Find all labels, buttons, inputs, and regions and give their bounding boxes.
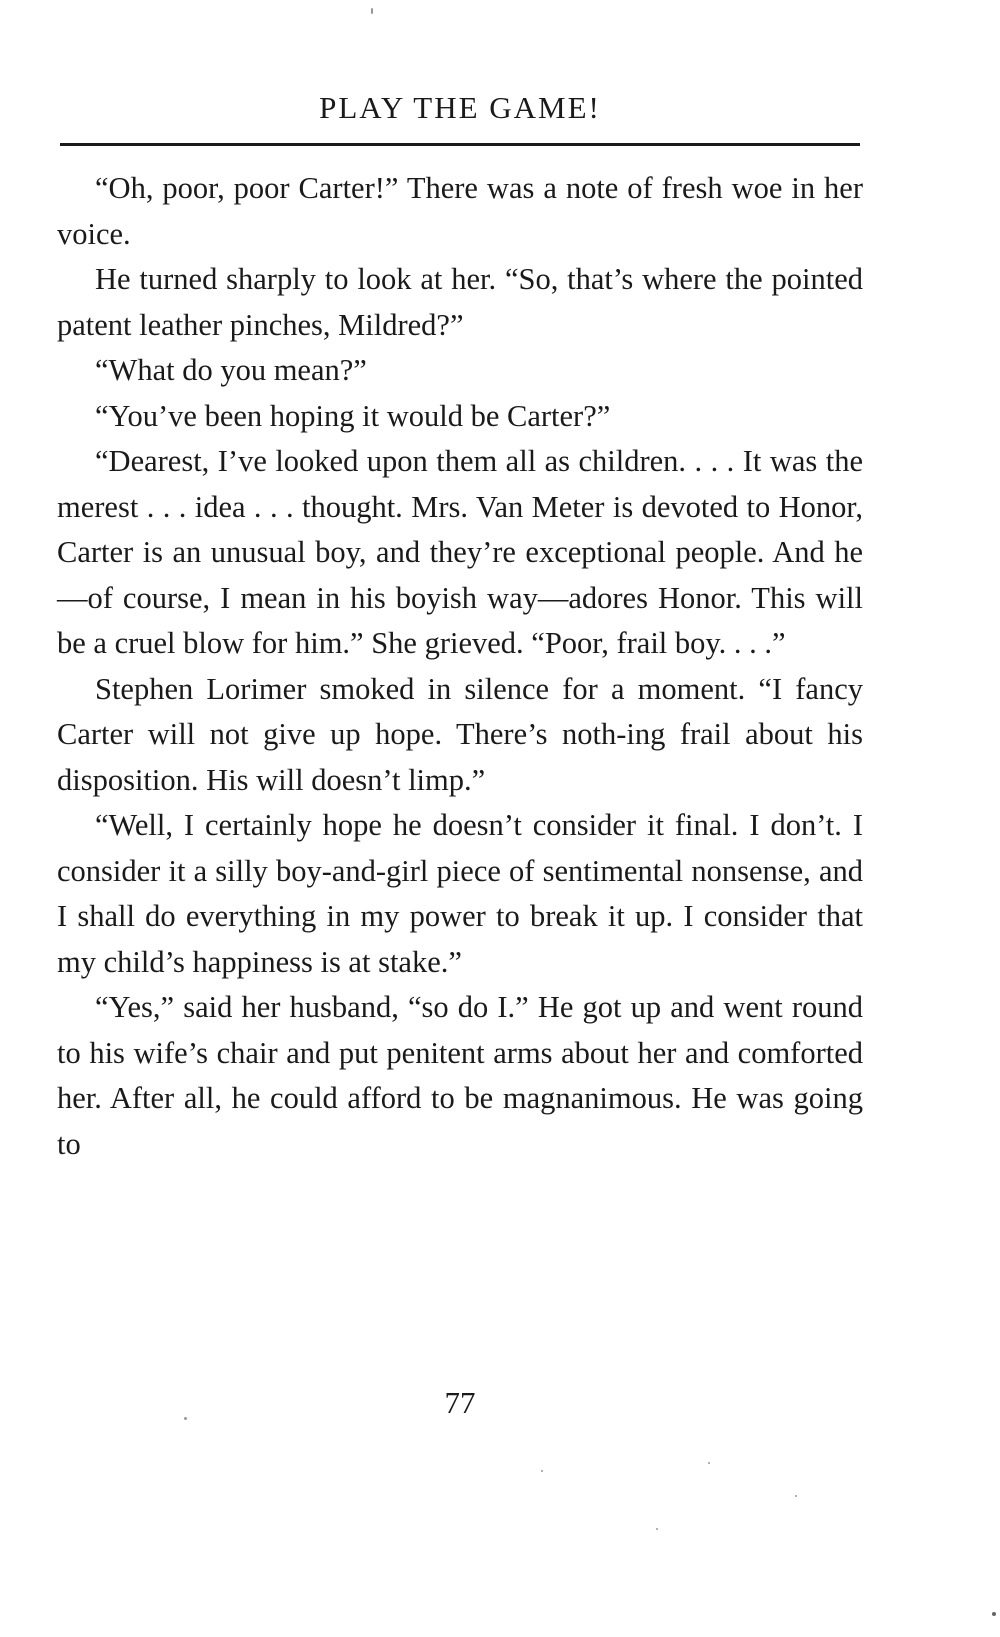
paper-speck (541, 1470, 543, 1472)
paper-speck (708, 1462, 710, 1464)
paragraph: “Well, I certainly hope he doesn’t consider it final. I don’t. I consider it a silly boy-and-girl piece of sentimental nonsense, and I shall do everything in my power to break it up. I consider that my child’s happiness is at stake.” (57, 808, 863, 979)
paper-speck (795, 1495, 797, 1497)
running-head-title: PLAY THE GAME! (319, 90, 601, 125)
paragraph: “Oh, poor, poor Carter!” There was a note of fresh woe in her voice. (57, 171, 863, 251)
header-rule (60, 143, 860, 146)
paper-speck (656, 1528, 658, 1530)
paragraph: “Yes,” said her husband, “so do I.” He got up and went round to his wife’s chair and put penitent arms about her and comforted her. After all, he could afford to be magnanimous. He was going to (57, 990, 863, 1161)
paragraph: “Dearest, I’ve looked upon them all as children. . . . It was the merest . . . idea . . . thought. Mrs. Van Meter is devoted to Honor, Carter is an unusual boy, and they’re exceptional people. And he—of course, I mean in his boyish way—adores Honor. This will be a cruel blow for him.” She grieved. “Poor, frail boy. . . .” (57, 444, 863, 660)
paper-speck (371, 8, 373, 14)
paper-speck (184, 1417, 187, 1420)
paper-speck (992, 1612, 996, 1616)
page-number: 77 (444, 1385, 476, 1420)
paragraph: “You’ve been hoping it would be Carter?” (95, 398, 611, 433)
body-text (57, 166, 863, 1167)
paragraph: “What do you mean?” (95, 353, 367, 387)
paragraph: Stephen Lorimer smoked in silence for a moment. “I fancy Carter will not give up hope. There’s noth-ing frail about his disposition. His will doesn’t limp.” (57, 671, 863, 797)
paragraph: He turned sharply to look at her. “So, that’s where the pointed patent leather pinches, Mildred?” (57, 262, 863, 342)
